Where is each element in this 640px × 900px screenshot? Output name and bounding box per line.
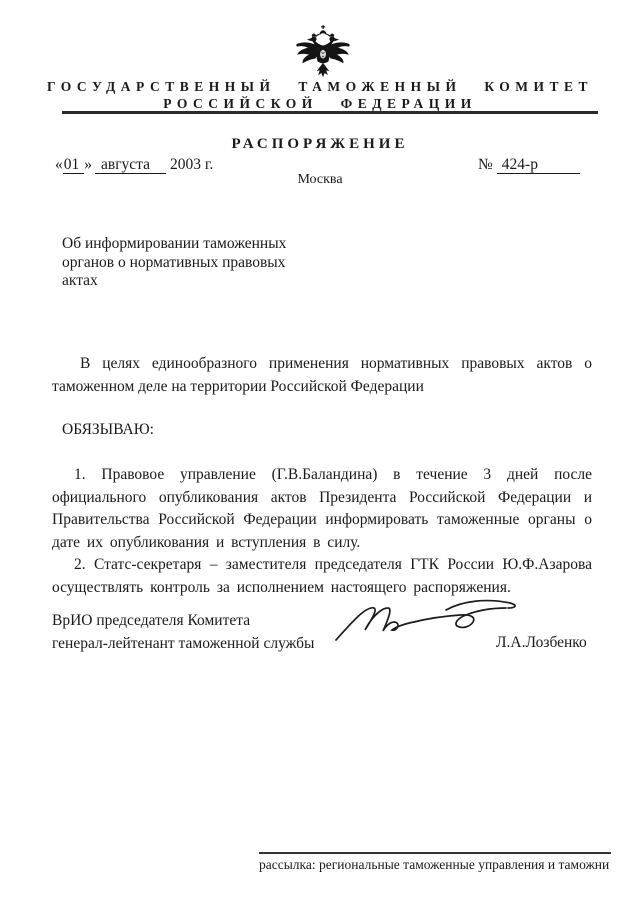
date-open-quote: « xyxy=(55,156,63,173)
doc-subject xyxy=(62,235,286,291)
doc-type-title: РАСПОРЯЖЕНИЕ xyxy=(231,136,409,152)
russian-coat-of-arms-icon xyxy=(294,24,352,80)
org-name-line2: РОССИЙСКОЙ ФЕДЕРАЦИИ xyxy=(163,96,477,111)
header-divider xyxy=(62,111,598,114)
directive-item-1: 1. Правовое управление (Г.В.Баландина) в течение 3 дней после официального опубликования актов Президента Российской Федерации и Правительства Российской Федерации информировать таможенные органы о дате их опубликования и вступления в силу. xyxy=(52,466,592,551)
date-month: августа xyxy=(95,156,166,174)
signer-position xyxy=(52,610,314,655)
directive-items xyxy=(52,464,592,599)
subject-line: Об информировании таможенных xyxy=(62,235,287,252)
date-close-quote: » xyxy=(84,156,92,173)
org-name-header xyxy=(0,79,640,112)
doc-city: Москва xyxy=(297,172,343,187)
org-name-line1: ГОСУДАРСТВЕННЫЙ ТАМОЖЕННЫЙ КОМИТЕТ xyxy=(46,79,594,94)
signer-position-line1: ВрИО председателя Комитета xyxy=(52,612,251,629)
subject-line: органов о нормативных правовых xyxy=(62,253,286,271)
signer-position-line2: генерал-лейтенант таможенной службы xyxy=(52,634,315,652)
number-value: 424-р xyxy=(497,156,580,174)
directive-word: ОБЯЗЫВАЮ: xyxy=(62,421,154,438)
intro-paragraph: В целях единообразного применения нормативных правовых актов о таможенном деле на территории Российской Федерации xyxy=(52,355,592,395)
subject-line: актах xyxy=(62,272,98,289)
date-year: 2003 г. xyxy=(170,156,214,173)
signer-name: Л.А.Лозбенко xyxy=(496,634,587,651)
date-day: 01 xyxy=(63,156,85,174)
number-sign: № xyxy=(478,156,493,173)
distribution-note: рассылка: региональные таможенные управления и таможни xyxy=(259,852,611,873)
directive-item-2: 2. Статс-секретаря – заместителя председателя ГТК России Ю.Ф.Азарова осуществлять контроль за исполнением настоящего распоряжения. xyxy=(52,556,592,596)
